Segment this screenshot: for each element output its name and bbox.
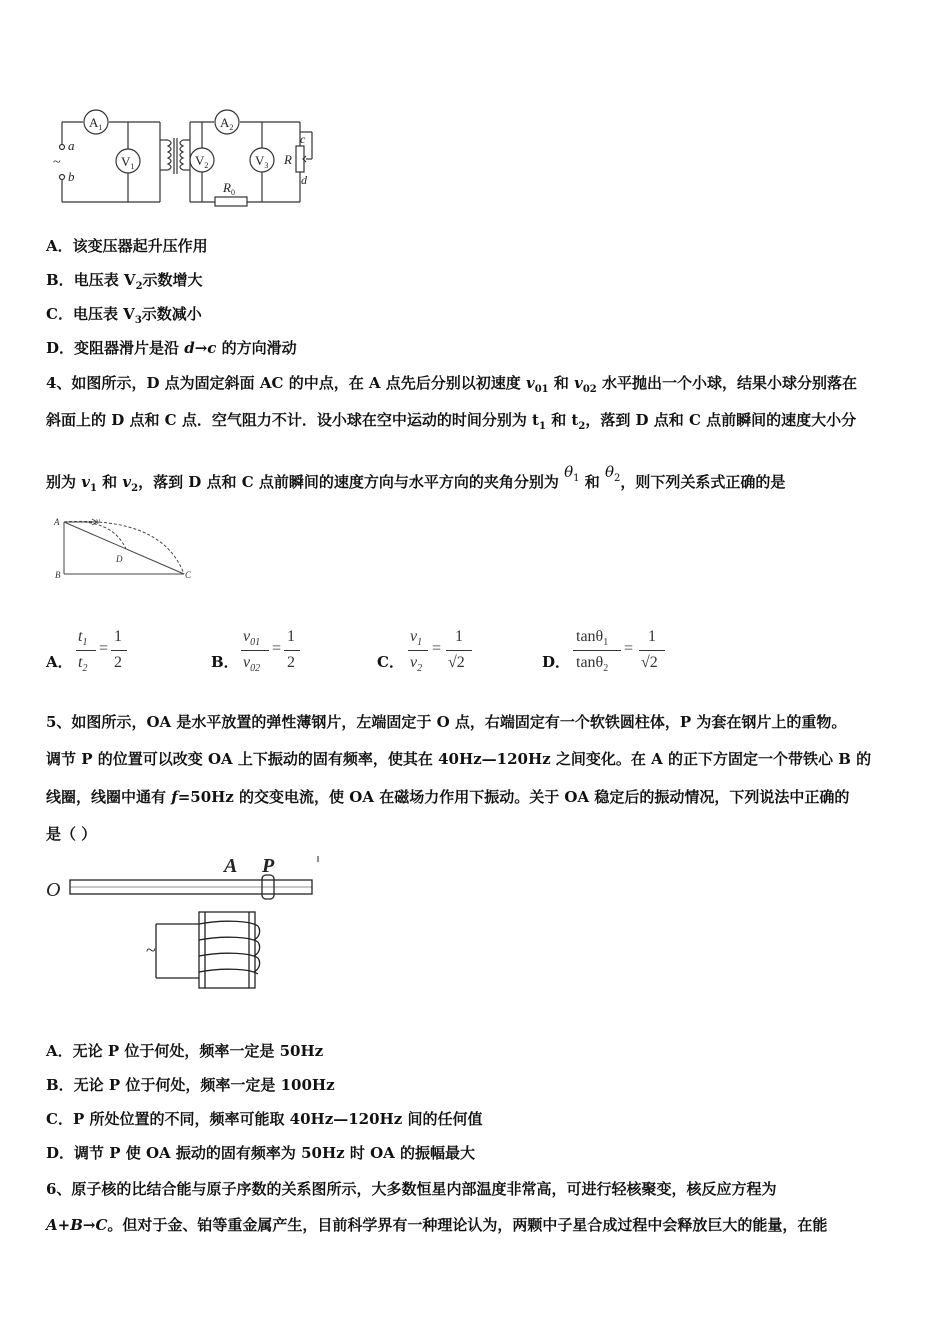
q6-stem-line2: A+B→C。但对于金、铂等重金属产生，目前科学界有一种理论认为，两颗中子星合成过程中会释放巨大的能量，在能: [46, 1216, 828, 1234]
q4-option-a-label: A．: [46, 653, 73, 671]
q4-stem-line3: 别为 $v_1$ 和 $v_2$，落到 D 点和 C 点前瞬间的速度方向与水平方向的夹角分别为 $\theta_1$ 和 $\theta_2$，则下列关系式正确的是: [46, 463, 786, 494]
meter-a2-label: $A_2$: [220, 115, 234, 132]
q5-option-d: D．调节 P 使 OA 振动的固有频率为 50Hz 时 OA 的振幅最大: [46, 1144, 476, 1162]
point-c-label: C: [185, 570, 192, 580]
q3-option-c: C．电压表 $V_3$示数减小: [46, 305, 202, 326]
q4-option-c-label: C．: [377, 653, 404, 671]
q4-d-eq: =: [624, 640, 634, 657]
q4-b-eq: =: [272, 640, 282, 657]
q5-stem-line4: 是（ ）: [46, 825, 97, 843]
q4-option-b-label: B．: [211, 653, 239, 671]
q4-a-den: $t_2$: [78, 654, 88, 675]
meter-v2-label: $V_2$: [195, 153, 209, 170]
point-a-label: A: [224, 855, 238, 877]
ac-source-symbol: ~: [146, 940, 156, 960]
q4-d-num: tanθ$_1$: [576, 628, 609, 649]
q4-a-rn: 1: [114, 628, 122, 645]
q5-stem-line1: 5、如图所示，OA 是水平放置的弹性薄钢片，左端固定于 O 点，右端固定有一个软铁圆柱体，P 为套在钢片上的重物。: [46, 713, 847, 731]
q4-d-den: tanθ$_2$: [576, 654, 609, 675]
rheostat-r-label: R: [284, 152, 292, 167]
point-a-label: A: [54, 517, 60, 527]
q4-c-den: $v_2$: [410, 654, 423, 675]
q4-d-rn: 1: [648, 628, 656, 645]
steel-strip-coil-diagram: [44, 852, 324, 992]
q4-a-num: $t_1$: [78, 628, 88, 649]
q4-stem-line2: 斜面上的 D 点和 C 点．空气阻力不计．设小球在空中运动的时间分别为 $t_1$ 和 $t_2$，落到 D 点和 C 点前瞬间的速度大小分: [46, 411, 857, 432]
q4-b-den: $v_{02}$: [243, 654, 261, 675]
q4-a-eq: =: [99, 640, 109, 657]
point-d-label: D: [116, 554, 123, 564]
incline-projectile-diagram: [52, 512, 202, 584]
q4-option-d-label: D．: [542, 653, 571, 671]
q4-c-rd: √2: [448, 654, 465, 671]
q4-c-eq: =: [432, 640, 442, 657]
q3-option-a: A．该变压器起升压作用: [46, 237, 208, 255]
q4-b-rd: 2: [287, 654, 295, 671]
meter-v3-label: $V_3$: [255, 153, 269, 170]
velocity-v-label: v: [96, 516, 100, 526]
q4-b-num: $v_{01}$: [243, 628, 261, 649]
resistor-r0-label: $R_0$: [223, 180, 235, 197]
q4-stem-line1: 4、如图所示，D 点为固定斜面 AC 的中点，在 A 点先后分别以初速度 $v_{01}$ 和 $v_{02}$ 水平抛出一个小球，结果小球分别落在: [46, 374, 857, 395]
weight-p-label: P: [262, 855, 275, 877]
q5-option-a: A．无论 P 位于何处，频率一定是 50Hz: [46, 1042, 324, 1060]
q4-c-rn: 1: [455, 628, 463, 645]
terminal-a-label: a: [68, 138, 75, 153]
slider-c-label: c: [300, 132, 306, 146]
meter-a1-label: $A_1$: [89, 115, 103, 132]
q4-a-rd: 2: [114, 654, 122, 671]
q5-stem-line2: 调节 P 的位置可以改变 OA 上下振动的固有频率，使其在 40Hz—120Hz 之间变化。在 A 的正下方固定一个带铁心 B 的: [46, 750, 872, 768]
q3-option-b: B．电压表 $V_2$示数增大: [46, 271, 203, 292]
q5-stem-line3: 线圈，线圈中通有 f=50Hz 的交变电流，使 OA 在磁场力作用下振动。关于 OA 稳定后的振动情况，下列说法中正确的: [46, 788, 850, 806]
q3-option-d: D．变阻器滑片是沿 d→c 的方向滑动: [46, 339, 297, 357]
point-b-label: B: [55, 570, 61, 580]
meter-v1-label: $V_1$: [121, 154, 135, 171]
slider-d-label: d: [301, 173, 307, 187]
ac-source-symbol: ~: [53, 155, 61, 170]
q5-option-c: C．P 所处位置的不同，频率可能取 40Hz—120Hz 间的任何值: [46, 1110, 483, 1128]
q4-b-rn: 1: [287, 628, 295, 645]
q6-reaction-equation: A+B→C: [46, 1216, 108, 1234]
q6-stem-line1: 6、原子核的比结合能与原子序数的关系图所示，大多数恒星内部温度非常高，可进行轻核聚变，核反应方程为: [46, 1180, 777, 1198]
q5-option-b: B．无论 P 位于何处，频率一定是 100Hz: [46, 1076, 335, 1094]
q4-c-num: $v_1$: [410, 628, 423, 649]
transformer-circuit: [50, 100, 320, 212]
point-o-label: O: [46, 879, 61, 901]
q4-d-rd: √2: [641, 654, 658, 671]
terminal-b-label: b: [68, 169, 75, 184]
